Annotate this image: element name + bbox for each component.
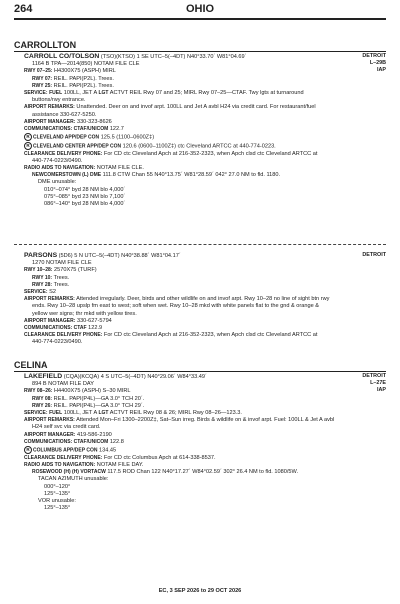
city-name: CARROLLTON: [14, 40, 77, 50]
airport-header: LAKEFIELD (CQA)(KCQA) 4 S UTC–5(–4DT) N40°29.06´ W84°33.49´: [24, 373, 207, 380]
radar-r-icon: R: [24, 142, 32, 150]
footer-effective-dates: EC, 3 SEP 2026 to 29 OCT 2026: [158, 588, 242, 594]
page-number: 264: [14, 3, 33, 15]
airport-elev-line: 1164 B TPA—2014(850) NOTAM FILE CLE: [32, 61, 140, 68]
airport-name: CARROLL CO/TOLSON: [24, 53, 100, 60]
state-header: OHIO: [185, 3, 215, 15]
region-tag: DETROIT: [362, 252, 386, 258]
airport-header: CARROLL CO/TOLSON (TSO)(KTSO) 1 SE UTC–5(–4DT) N40°33.70´ W81°04.69´: [24, 53, 247, 60]
city-rule: [14, 371, 386, 372]
section-divider: [14, 244, 386, 245]
radar-r-icon: R: [24, 446, 32, 454]
city-name: CELINA: [14, 360, 48, 370]
radar-r-icon: R: [24, 133, 32, 141]
parsons-section: DETROIT PARSONS (5D6) 5 N UTC–5(–4DT) N40°38.88´ W81°04.17´ 1270 NOTAM FILE CLE RWY 10–28: 2570X75 (TURF) RWY 10: Trees. RWY 28: Trees. SERVICE: S2 AIRPORT REMARKS: Attended irregularly. Deer, birds and other wildlife on and invof arpt. Rwy 10–28 no line of sight btn rwy ends. Rwy 10–28 upslp fm east to west; soft when wet. Rwy 10–28 mkd with white panels flat to the gnd & orange & yellow wer signs; thr mkd with yellow tires. AIRPORT MANAGER: 330-627-5794 COMMUNICATIONS: CTAF 122.9 CLEARANCE DELIVERY PHONE: For CD ctc Cleveland Apch at 216-352-2323, when Apch clsd ctc Cleveland ARTCC at 440-774-0223/0490.: [14, 252, 386, 347]
region-tag: DETROIT L–29B IAP: [362, 53, 386, 74]
airport-name: PARSONS: [24, 252, 58, 259]
header-rule: [14, 18, 386, 20]
city-rule: [14, 51, 386, 52]
region-tag: DETROIT L–27E IAP: [362, 373, 386, 394]
airport-header: PARSONS (5D6) 5 N UTC–5(–4DT) N40°38.88´ W81°04.17´: [24, 252, 181, 259]
airport-name: LAKEFIELD: [24, 373, 63, 380]
